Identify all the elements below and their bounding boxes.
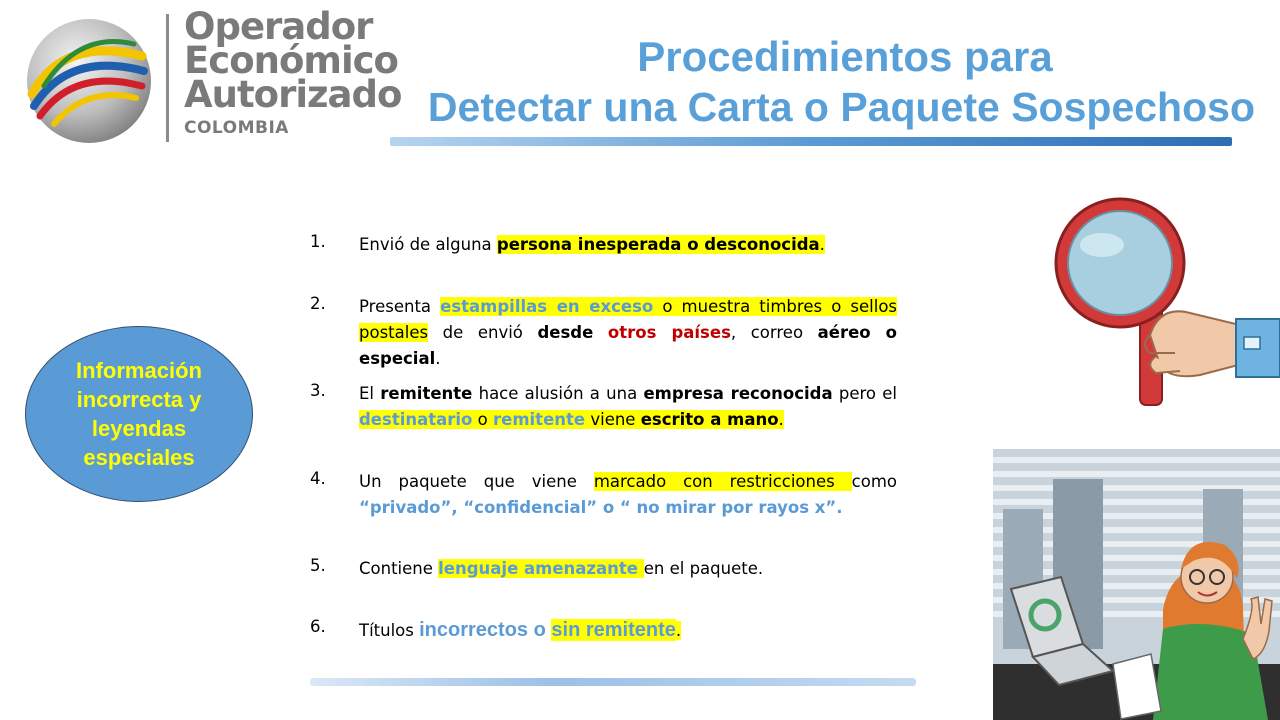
red-segment: otros países [607, 323, 731, 342]
bold-segment: desde [537, 323, 594, 342]
logo-line-2: Económico [184, 39, 398, 82]
highlight-segment: destinatario [359, 410, 473, 429]
text-segment: hace alusión a una [472, 384, 644, 403]
list-item-text [359, 381, 897, 433]
text-segment: . [435, 349, 441, 368]
blue-segment: incorrectos o [419, 619, 552, 641]
text-segment: en el paquete. [643, 559, 764, 578]
text-segment: Títulos [359, 621, 420, 640]
logo-country: COLOMBIA [184, 118, 289, 138]
text-segment: . [819, 235, 825, 254]
text-segment: pero el [832, 384, 897, 403]
list-item-number: 5. [310, 556, 326, 575]
list-item-text [359, 556, 897, 582]
list-item-number: 2. [310, 294, 326, 313]
highlight-segment: o muestra timbres o sellos [653, 297, 898, 316]
text-segment: Contiene [359, 559, 439, 578]
bottom-divider [310, 678, 916, 686]
list-item-number: 1. [310, 232, 326, 251]
slide-title [395, 32, 1255, 132]
text-segment: . [675, 621, 682, 640]
highlight-segment: marcado con restricciones [593, 472, 852, 491]
bold-segment: aéreo o especial [359, 323, 898, 368]
logo-line-1: Operador [184, 5, 373, 48]
text-segment: Presenta [359, 297, 441, 316]
list-item-text [359, 232, 897, 258]
category-oval-label: Información incorrecta y leyendas especiales [76, 358, 202, 470]
text-segment: Un paquete que viene [359, 472, 594, 491]
highlight-segment: lenguaje amenazante [438, 559, 644, 578]
highlight-segment: postales [359, 323, 429, 342]
highlight-segment: escrito a mano [640, 410, 779, 429]
text-segment: , correo [730, 323, 818, 342]
bold-segment: empresa reconocida [643, 384, 833, 403]
list-item-text [359, 294, 897, 372]
list-item-text [359, 469, 897, 521]
text-segment: Envió de alguna [359, 235, 497, 254]
logo-line-3: Autorizado [184, 73, 402, 116]
magnifying-glass-hand-illustration [1000, 185, 1280, 425]
highlight-segment: estampillas en exceso [440, 297, 654, 316]
text-segment: . [836, 498, 843, 517]
title-line-2: Detectar una Carta o Paquete Sospechoso [427, 84, 1255, 130]
text-segment [593, 323, 608, 342]
blue-segment: “privado”, “confidencial” o “ no mirar por rayos x” [359, 498, 837, 517]
woman-at-laptop-illustration [993, 449, 1280, 720]
oea-logo [18, 5, 402, 158]
highlight-segment: remitente [493, 410, 586, 429]
oea-globe-icon [24, 16, 154, 146]
text-segment: como [851, 472, 898, 491]
bold-segment: remitente [380, 384, 473, 403]
text-segment: de envió [428, 323, 538, 342]
list-item-text [359, 617, 897, 644]
highlight-segment: viene [585, 410, 641, 429]
highlight-segment: persona inesperada o desconocida [496, 235, 820, 254]
highlight-segment: . [778, 410, 784, 429]
logo-wordmark [184, 5, 402, 138]
highlight-segment: sin remitente [551, 619, 676, 641]
text-segment: El [359, 384, 381, 403]
list-item-number: 3. [310, 381, 326, 400]
category-oval [25, 326, 253, 502]
list-item-number: 4. [310, 469, 326, 488]
title-underline [390, 137, 1232, 146]
list-item-number: 6. [310, 617, 326, 636]
title-line-1: Procedimientos para [637, 33, 1053, 80]
highlight-segment: o [472, 410, 493, 429]
logo-divider [166, 14, 169, 142]
